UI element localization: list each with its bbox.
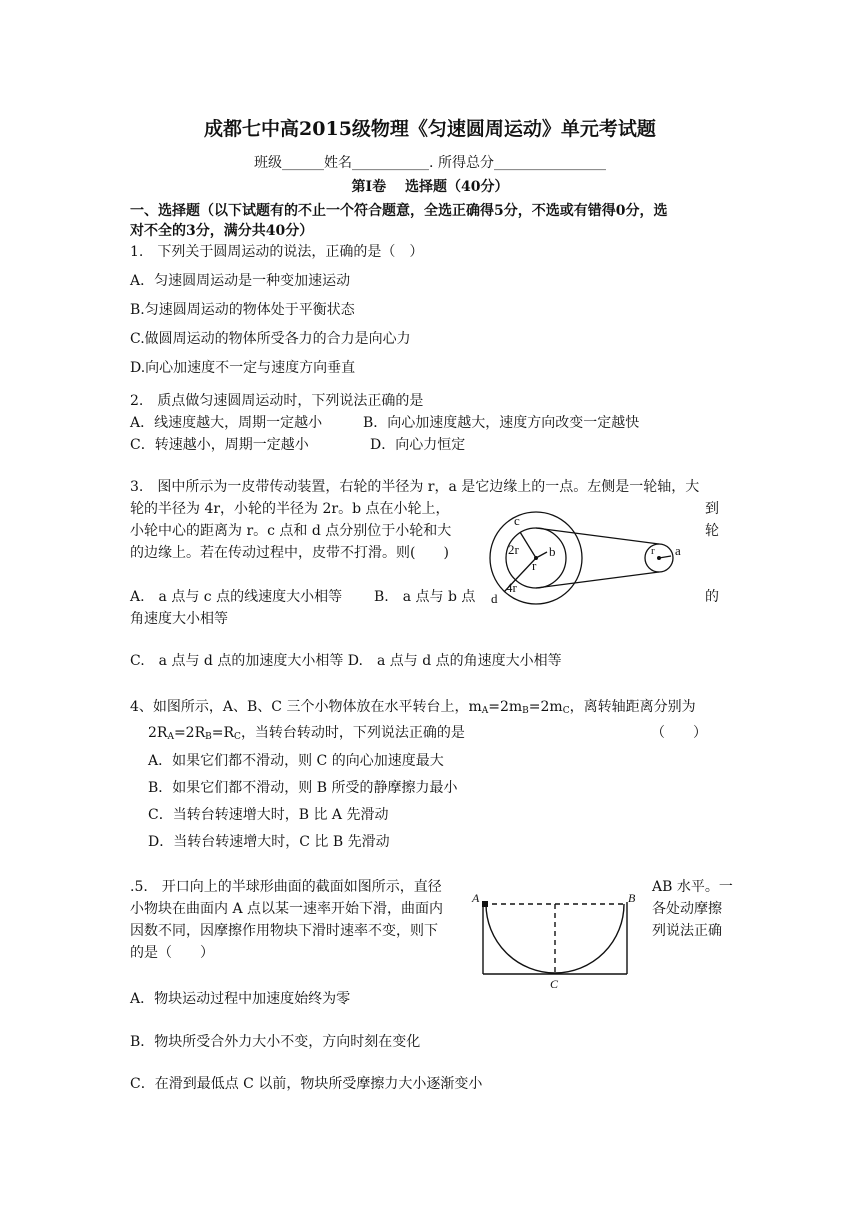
belt-top: [536, 528, 659, 544]
q4-option-d: D．当转台转速增大时，C 比 B 先滑动: [148, 834, 390, 850]
q5-line1: .5. 开口向上的半球形曲面的截面如图所示，直径: [130, 879, 442, 895]
q2-option-d: D．向心力恒定: [370, 437, 466, 453]
fig-label-2r: 2r: [508, 542, 519, 557]
fig-label-a: a: [675, 543, 681, 558]
section-heading: 第Ⅰ卷 选择题（40分）: [351, 179, 509, 195]
q4-line2: $2R_A=2R_B=R_C$，当转台转动时，下列说法正确的是: [148, 725, 465, 742]
q3-option-b-cont: 角速度大小相等: [130, 611, 228, 627]
q3-option-b-right: 的: [705, 589, 719, 605]
q1-option-c: C.做圆周运动的物体所受各力的合力是向心力: [130, 331, 411, 347]
fig-label-C: C: [550, 977, 559, 991]
q4-option-b: B．如果它们都不滑动，则 B 所受的静摩擦力最小: [148, 780, 458, 796]
fig-label-B: B: [628, 891, 636, 905]
q5-option-c: C．在滑到最低点 C 以前，物块所受摩擦力大小逐渐变小: [130, 1076, 483, 1092]
q2-option-a: A．线速度越大，周期一定越小: [130, 415, 323, 431]
small-block: [482, 901, 488, 907]
info-line: 班级______姓名___________. 所得总分________________: [254, 155, 606, 171]
fig-label-c: c: [514, 513, 520, 528]
q4-line1: 4、如图所示，A、B、C 三个小物体放在水平转台上，$m_A=2m_B=2m_C$，离转轴距离分别为: [130, 699, 696, 716]
q1-option-b: B.匀速圆周运动的物体处于平衡状态: [130, 302, 355, 318]
q3-line2: 轮的半径为 4r，小轮的半径为 2r。b 点在小轮上，: [130, 501, 450, 517]
q5-option-b: B．物块所受合外力大小不变，方向时刻在变化: [130, 1034, 421, 1050]
q4-option-c: C．当转台转速增大时，B 比 A 先滑动: [148, 807, 389, 823]
q5-line2-right: 各处动摩擦: [652, 901, 722, 917]
q2-option-c: C．转速越小，周期一定越小: [130, 437, 309, 453]
q3-line3-right: 轮: [705, 523, 719, 539]
q3-line4: 的边缘上。若在传动过程中，皮带不打滑。则( ): [130, 545, 449, 561]
q3-options-cd: C. a 点与 d 点的加速度大小相等 D. a 点与 d 点的角速度大小相等: [130, 653, 562, 669]
q5-line4: 的是（ ）: [130, 945, 214, 961]
q1-option-a: A．匀速圆周运动是一种变加速运动: [130, 273, 351, 289]
q1-stem: 1. 下列关于圆周运动的说法，正确的是（ ）: [130, 244, 424, 260]
q3-option-a: A. a 点与 c 点的线速度大小相等: [130, 589, 343, 605]
q5-line2: 小物块在曲面内 A 点以某一速率开始下滑，曲面内: [130, 901, 444, 917]
fig-label-r: r: [532, 558, 537, 573]
belt-pulley-figure: [486, 508, 696, 608]
fig-label-b: b: [549, 544, 556, 559]
belt-bottom: [536, 572, 659, 588]
q5-line3: 因数不同，因摩擦作用物块下滑时速率不变，则下: [130, 923, 438, 939]
hemisphere-bowl-figure: [470, 890, 650, 992]
fig-label-A: A: [472, 891, 480, 905]
q3-option-b: B. a 点与 b 点: [374, 589, 476, 605]
q3-line2-right: 到: [705, 501, 719, 517]
q2-option-b: B．向心加速度越大，速度方向改变一定越快: [363, 415, 640, 431]
q5-line1-right: AB 水平。一: [652, 879, 733, 895]
q5-line3-right: 列说法正确: [652, 923, 722, 939]
q1-option-d: D.向心加速度不一定与速度方向垂直: [130, 360, 356, 376]
q3-line1: 3. 图中所示为一皮带传动装置，右轮的半径为 r，a 是它边缘上的一点。左侧是一轮轴，大: [130, 479, 700, 495]
q4-option-a: A．如果它们都不滑动，则 C 的向心加速度最大: [148, 753, 444, 769]
part-heading-line1: 一、选择题（以下试题有的不止一个符合题意，全选正确得5分，不选或有错得0分，选: [130, 203, 668, 219]
page-title: 成都七中高2015级物理《匀速圆周运动》单元考试题: [204, 118, 656, 140]
fig-label-d: d: [491, 591, 498, 606]
q2-stem: 2. 质点做匀速圆周运动时，下列说法正确的是: [130, 393, 424, 409]
q3-line3: 小轮中心的距离为 r。c 点和 d 点分别位于小轮和大: [130, 523, 452, 539]
q5-option-a: A．物块运动过程中加速度始终为零: [130, 991, 351, 1007]
part-heading-line2: 对不全的3分，满分共40分）: [130, 223, 314, 239]
fig-label-right-r: r: [651, 545, 655, 557]
fig-label-4r: 4r: [506, 580, 517, 595]
q4-answer-paren: （ ）: [651, 725, 707, 741]
